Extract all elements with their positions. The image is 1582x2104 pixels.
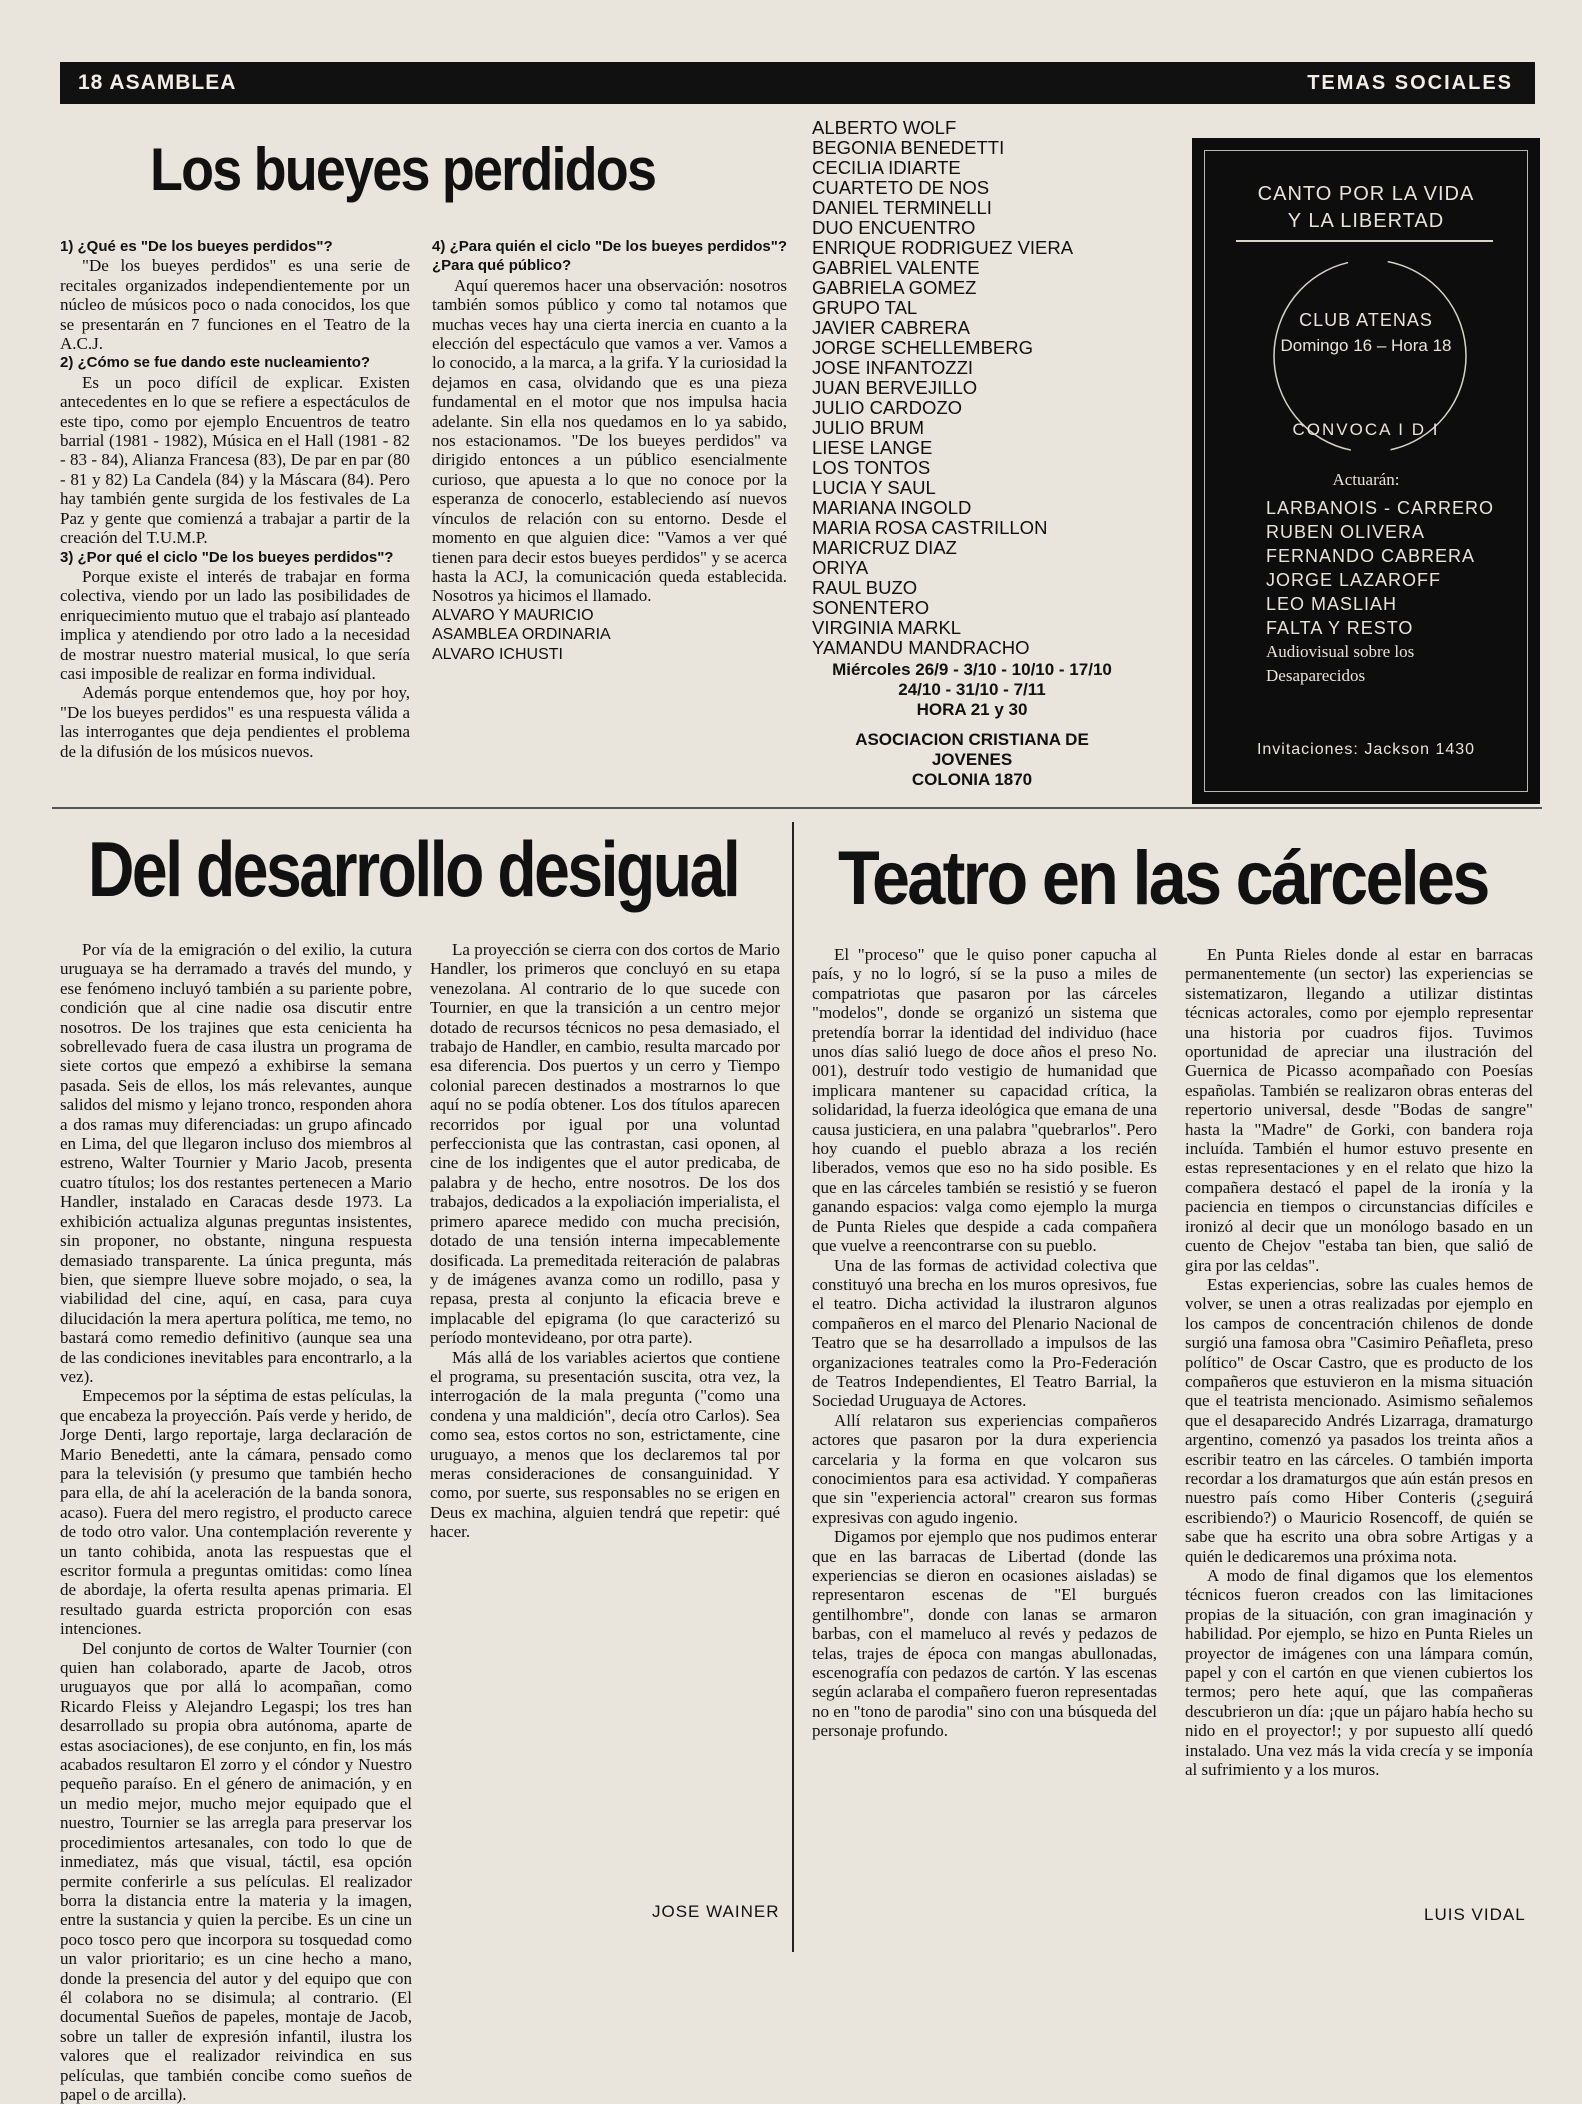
ad-audiovisual-line: Desaparecidos xyxy=(1266,666,1366,685)
performer-name: ENRIQUE RODRIGUEZ VIERA xyxy=(812,237,1074,258)
performer-name: RAUL BUZO xyxy=(812,577,918,598)
teatro-column-1 xyxy=(812,945,1157,1940)
paragraph: Una de las formas de actividad colectiva que constituyó una brecha en los muros opresivos, fue el teatro. Dicha actividad la ilustraron algunos compañeros en el marco del Plenario Nacional de Teatro que se ha desarrollado a impulsos de las organizaciones teatrales como la Pro-Federación de Teatros Independientes, El Teatro Barrial, la Sociedad Uruguaya de Actores. xyxy=(812,1255,1157,1411)
performer-name: LUCIA Y SAUL xyxy=(812,477,936,498)
performer-name: GABRIELA GOMEZ xyxy=(812,277,977,298)
schedule-block xyxy=(812,660,1132,790)
desarrollo-column-2 xyxy=(430,940,780,1855)
schedule-time: HORA 21 y 30 xyxy=(916,700,1028,719)
bueyes-column-2 xyxy=(432,237,787,802)
vertical-divider xyxy=(792,822,794,1952)
article-title-desarrollo: Del desarrollo desigual xyxy=(88,825,739,913)
venue-line: COLONIA 1870 xyxy=(911,770,1033,789)
question-4: 4) ¿Para quién el ciclo "De los bueyes perdidos"? ¿Para qué público? xyxy=(432,238,787,275)
ad-performer: JORGE LAZAROFF xyxy=(1266,570,1442,590)
horizontal-divider xyxy=(52,807,1542,809)
question-1: 1) ¿Qué es "De los bueyes perdidos"? xyxy=(60,238,333,255)
question-3: 3) ¿Por qué el ciclo "De los bueyes perdidos"? xyxy=(60,548,394,566)
performer-name: ALBERTO WOLF xyxy=(812,117,957,138)
answer-3b: Además porque entendemos que, hoy por hoy, "De los bueyes perdidos" es una respuesta válida a las interrogantes que deja pendientes el problema de la difusión de los músicos nuevos. xyxy=(60,683,410,761)
question-2: 2) ¿Cómo se fue dando este nucleamiento? xyxy=(60,354,371,372)
paragraph: Empecemos por la séptima de estas películas, la que encabeza la proyección. País verde y herido, de Jorge Denti, largo reportaje, larga declaración de Mario Benedetti, ante la cámara, pensado como para la televisión (y presumo que también hecho para ella, de ahí la aceleración de la banda sonora, acaso). Fuera del mero registro, el producto carece de todo otro valor. Una contemplación reverente y un tanto cohibida, anota las respuestas que el escritor formula a preguntas omitidas: como línea de abordaje, la oferta resulta apenas primaria. El resultado guarda estricta proporción con esas intenciones. xyxy=(60,1386,412,1639)
signer: ALVARO ICHUSTI xyxy=(432,645,563,663)
ad-performers-list xyxy=(1266,496,1494,640)
performer-name: ORIYA xyxy=(812,557,869,578)
performer-name: JULIO BRUM xyxy=(812,417,925,438)
venue-line: JOVENES xyxy=(931,750,1013,769)
ad-performer: FERNANDO CABRERA xyxy=(1266,546,1476,566)
performer-name: GABRIEL VALENTE xyxy=(812,257,980,278)
performer-name: JUAN BERVEJILLO xyxy=(812,377,978,398)
performer-name: LIESE LANGE xyxy=(812,437,933,458)
bueyes-column-1 xyxy=(60,237,410,802)
page-header-bar xyxy=(60,62,1535,104)
performer-name: CECILIA IDIARTE xyxy=(812,157,961,178)
performer-name: LOS TONTOS xyxy=(812,457,931,478)
performer-name: JORGE SCHELLEMBERG xyxy=(812,337,1034,358)
paragraph: Del conjunto de cortos de Walter Tournier (con quien han colaborado, aparte de Jacob, otros uruguayos que por allá lo acompañan, como Ricardo Fleiss y Alejandro Legaspi; los tres han desarrollado su propia obra autónoma, aparte de estas asociaciones), de ese conjunto, en fin, los más acabados resultaron El zorro y el cóndor y Nuestro pequeño paraíso. En el género de animación, y en un medio mejor, mucho mejor equipado que el nuestro, Tournier se las arregla para preservar los procedimientos artesanales, con todo lo que de inmediatez, más que visual, táctil, esa opción permite conferirle a sus películas. El realizador borra la distancia entre la materia y la imagen, entre la sustancia y quien la percibe. Es un cine un poco tosco pero que incorpora su tosquedad como un valor prioritario; es un cine hecho a mano, donde la presencia del autor y del equipo que con él colabora no se disimula; al contrario. (El documental Sueños de papeles, montaje de Jacob, sobre un taller de expresión infantil, ilustra los valores que el realizador reivindica en sus películas, que también concibe como sueños de papel o de arcilla). xyxy=(60,1638,412,2104)
performer-name: MARIANA INGOLD xyxy=(812,497,972,518)
ad-performer: RUBEN OLIVERA xyxy=(1266,522,1426,542)
ad-performer: LARBANOIS - CARRERO xyxy=(1266,498,1495,518)
paragraph: Allí relataron sus experiencias compañeros actores que pasaron por la dura experiencia carcelaria y la forma en que volcaron sus conocimientos para esa actividad. Y compañeras que sin "experiencia actoral" crearon sus formas expresivas con agudo ingenio. xyxy=(812,1410,1157,1527)
performer-name: MARIA ROSA CASTRILLON xyxy=(812,517,1048,538)
desarrollo-column-1 xyxy=(60,940,412,2104)
ad-venue: CLUB ATENAS xyxy=(1299,310,1433,330)
author-byline: LUIS VIDAL xyxy=(1424,1905,1526,1924)
paragraph: La proyección se cierra con dos cortos de Mario Handler, los primeros que concluyó en su etapa venezolana. Al contrario de lo que sucede con Tournier, en que la transición a un centro mejor dotado de recursos técnicos no pesa demasiado, el trabajo de Handler, en cambio, resulta marcado por esa diferencia. Dos puertos y un cerro y Tiempo colonial parecen destinados a mostrarnos lo que aquí no se podía obtener. Los dos títulos aparecen recorridos por igual por una voluntad perfeccionista que las contrastan, casi oponen, al cine de los indigentes que el autor predicaba, de palabra y de hecho, entre nosotros. De los dos trabajos, dedicados a la expoliación imperialista, el primero aparece medido con mucha precisión, dotado de una tensión interna impecablemente dosificada. La premeditada reiteración de palabras y de imágenes avanza como un rodillo, pasa y repasa, presta al conjunto la eficacia breve e implacable del epigrama (lo que caracterizó su período montevideano, por otra parte). xyxy=(430,940,780,1348)
performer-name: SONENTERO xyxy=(812,597,930,618)
concert-advertisement xyxy=(1192,138,1540,804)
page-number-section: 18 ASAMBLEA xyxy=(78,71,237,94)
ad-audiovisual xyxy=(1266,640,1414,688)
ad-invitations: Invitaciones: Jackson 1430 xyxy=(1256,741,1476,758)
ad-title: CANTO POR LA VIDA xyxy=(1257,183,1475,205)
performer-name: GRUPO TAL xyxy=(812,297,918,318)
performer-name: JAVIER CABRERA xyxy=(812,317,970,338)
paragraph: Por vía de la emigración o del exilio, la cutura uruguaya se ha derramado a través del mundo, y ese fenómeno incluyó también a su pariente pobre, condición que al cine nadie osa discutir entre nosotros. De los trajines que esta cenicienta ha sobrellevado fuera de casa ilustra un programa de siete cortos que empezó a exhibirse la semana pasada. Seis de ellos, los más relevantes, aunque salidos del mismo y lejano tronco, responden ahora a dos ramas muy diferenciadas: un grupo afincado en Lima, del que llegaron incluso dos miembros al estreno, Walter Tournier y Mario Jacob, presenta cuatro títulos; los dos restantes pertenecen a Mario Handler, instalado en Caracas desde 1973. La exhibición actualiza algunas preguntas insistentes, sin proponer, no obstante, ninguna respuesta demasiado transparente. La única pregunta, más bien, que siempre llueve sobre mojado, o sea, la viabilidad del cine, aquí, en casa, para cuya dilucidación la mera apertura política, me temo, no bastará como remedio definitivo (aunque sea una de las condiciones inevitables para encontrarlo, a la vez). xyxy=(60,940,412,1386)
performer-name: YAMANDU MANDRACHO xyxy=(812,637,1030,658)
ad-organizer: CONVOCA I D I xyxy=(1292,420,1440,439)
ad-divider xyxy=(1236,240,1493,242)
venue-line: ASOCIACION CRISTIANA DE xyxy=(855,730,1089,749)
teatro-column-2 xyxy=(1185,945,1533,1880)
paragraph: En Punta Rieles donde al estar en barracas permanentemente (un sector) las experiencias se sistematizaron, llegando a utilizar distintas técnicas actorales, como por ejemplo representar una historia por cuadros fijos. Tuvimos oportunidad de apreciar una ilustración del Guernica de Picasso acompañado con Poesías españolas. También se realizaron obras enteras del repertorio universal, desde "Bodas de sangre" hasta la "Madre" de Gorki, con bandera roja incluída. También el humor estuvo presente en estas representaciones y en el relato que hizo la compañera destacó el papel de la ironía y la paciencia en tiempos o circunstancias difíciles e ironizó al decir que un monólogo basado en un cuento de Chejov "estaba tan bien, que salió de gira por las celdas". xyxy=(1185,945,1533,1275)
signer: ASAMBLEA ORDINARIA xyxy=(432,626,611,644)
performer-name: JULIO CARDOZO xyxy=(812,397,963,418)
paragraph: Estas experiencias, sobre las cuales hemos de volver, se unen a otras realizadas por ejemplo en los campos de concentración chilenos de donde surgió una famosa obra "Casimiro Peñafleta, preso político" de Oscar Castro, que es producto de los compañeros que estuvieron en la misma situación que el teatrista mencionado. Asimismo señalemos que el desaparecido Andrés Lizarraga, dramaturgo argentino, comenzó ya pasados los treinta años a escribir teatro en las cárceles. O también importa recordar a los dramaturgos que aún están presos en nuestro país como Hiber Conteris (¿seguirá escribiendo?) o Mauricio Rosencoff, de quién se sabe que ha escrito una obra sobre Artigas y a quién le dedicaremos una próxima nota. xyxy=(1185,1274,1533,1566)
performer-name: VIRGINIA MARKL xyxy=(812,617,962,638)
schedule-dates: 24/10 - 31/10 - 7/11 xyxy=(898,680,1046,699)
paragraph: El "proceso" que le quiso poner capucha al país, y no lo logró, sí se la puso a miles de compatriotas que pasaron por las cárceles "modelos", donde se organizó un sistema que pretendía borrar la identidad del individuo (hace unos días salió luego de doce años el preso No. 001), destruír todo vestigio de humanidad que implicara mantener su capacidad crítica, la solidaridad, la fuerza ideológica que emana de una causa justiciera, en una palabra "quebrarlos". Pero hoy cuando el pueblo abraza a los recién liberados, vemos que eso no ha sido posible. Es que en las cárceles también se resistió y se fueron ganando espacios: valga como ejemplo la murga de Punta Rieles que despide a cada compañera que vuelve a reencontrarse con su pueblo. xyxy=(812,945,1157,1256)
author-byline: JOSE WAINER xyxy=(652,1902,780,1921)
performer-name: DANIEL TERMINELLI xyxy=(812,197,992,218)
answer-1: "De los bueyes perdidos" es una serie de recitales organizados independientemente por un núcleo de músicos poco o nada conocidos, los que se presentarán en 7 funciones en el Teatro de la A.C.J. xyxy=(60,256,410,354)
section-title: TEMAS SOCIALES xyxy=(1307,72,1513,94)
performers-list xyxy=(812,118,1142,658)
signer: ALVARO Y MAURICIO xyxy=(432,606,594,624)
paragraph: Más allá de los variables aciertos que contiene el programa, su presentación suscita, otra vez, la interrogación de la mala pregunta ("como una condena y una maldición", decía otro Carlos). Sea como sea, estos cortos no son, estrictamente, cine uruguayo, a menos que los declaremos tal por meras consideraciones de consanguinidad. Y como, por suerte, sus responsables no se erigen en Deus ex machina, alguien tendrá que repetir: qué hacer. xyxy=(430,1347,780,1542)
ad-title: Y LA LIBERTAD xyxy=(1287,210,1445,232)
article-title-teatro: Teatro en las cárceles xyxy=(838,836,1488,921)
ad-audiovisual-line: Audiovisual sobre los xyxy=(1266,642,1415,661)
article-title-bueyes: Los bueyes perdidos xyxy=(150,136,656,203)
schedule-dates: Miércoles 26/9 - 3/10 - 10/10 - 17/10 xyxy=(832,660,1112,679)
ad-performer: LEO MASLIAH xyxy=(1266,594,1398,614)
paragraph: Digamos por ejemplo que nos pudimos enterar que en las barracas de Libertad (donde las experiencias se dieron en ocasiones aisladas) se representaron escenas de "El burgués gentilhombre", donde con lanas se armaron barbas, con el mameluco al revés y pedazos de telas, trajes de época con mangas abullonadas, escenografía con pedazos de cartón. Y las escenas según aclaraba el compañero fueron representadas no en "tono de parodia" sino con una búsqueda del personaje profundo. xyxy=(812,1527,1157,1741)
performer-name: MARICRUZ DIAZ xyxy=(812,537,957,558)
performer-name: BEGONIA BENEDETTI xyxy=(812,137,1005,158)
performer-name: DUO ENCUENTRO xyxy=(812,217,976,238)
paragraph: A modo de final digamos que los elementos técnicos fueron creados con las limitaciones propias de la situación, con gran imaginación y habilidad. Por ejemplo, se hizo en Punta Rieles un proyector de imágenes con una lámpara común, papel y con el cartón en que vienen cubiertos los termos; pero hete aquí, que las compañeras descubrieron un día: ¡que un pájaro había hecho su nido en el proyector!; y por supuesto allí quedó instalado. Una vez más la vida crecía y se imponía al sufrimiento y a los muros. xyxy=(1185,1566,1533,1780)
answer-4: Aquí queremos hacer una observación: nosotros también somos público y como tal notamos que muchas veces hay una cierta inercia en cuanto a la elección del espectáculo que vamos a ver. Vamos a lo conocido, a la marca, a la grifa. Y la curiosidad la dejamos en casa, olvidando que es una pieza fundamental en el motor que nos impulsa hacia adelante. Sin ella nos quedamos en lo ya sabido, nos estacionamos. "De los bueyes perdidos" va dirigido entonces a un público esencialmente curioso, que apuesta a lo que no conoce por la esperanza de conocerlo, estableciendo así nuevos vínculos de relación con su entorno. Desde el momento en que alguien dice: "Vamos a ver qué tienen para decir estos bueyes perdidos" y se acerca hasta la ACJ, la comunicación queda establecida. Nosotros ya hicimos el llamado. xyxy=(432,275,787,606)
ad-performers-label: Actuarán: xyxy=(1332,470,1400,489)
performer-name: JOSE INFANTOZZI xyxy=(812,357,974,378)
ad-performer: FALTA Y RESTO xyxy=(1266,618,1414,638)
performer-name: CUARTETO DE NOS xyxy=(812,177,990,198)
answer-2: Es un poco difícil de explicar. Existen antecedentes en lo que se refiere a espectáculos de este tipo, como por ejemplo Encuentros de teatro barrial (1981 - 1982), Música en el Hall (1981 - 82 - 83 - 84), Alianza Francesa (83), De par en par (80 - 81 y 82) La Candela (84) y la Máscara (84). Pero hay también gente surgida de los festivales de La Paz y gente que comienzá a trabajar a partir de la creación del T.U.M.P. xyxy=(60,372,410,548)
ad-date: Domingo 16 – Hora 18 xyxy=(1280,336,1452,355)
answer-3: Porque existe el interés de trabajar en forma colectiva, viendo por un lado las posibilidades de enriquecimiento mutuo que el trabajo así planteado implica y atendiendo por otro lado a la necesidad de mostrar nuestro material musical, lo que sería casi imposible de realizar en forma individual. xyxy=(60,566,410,683)
